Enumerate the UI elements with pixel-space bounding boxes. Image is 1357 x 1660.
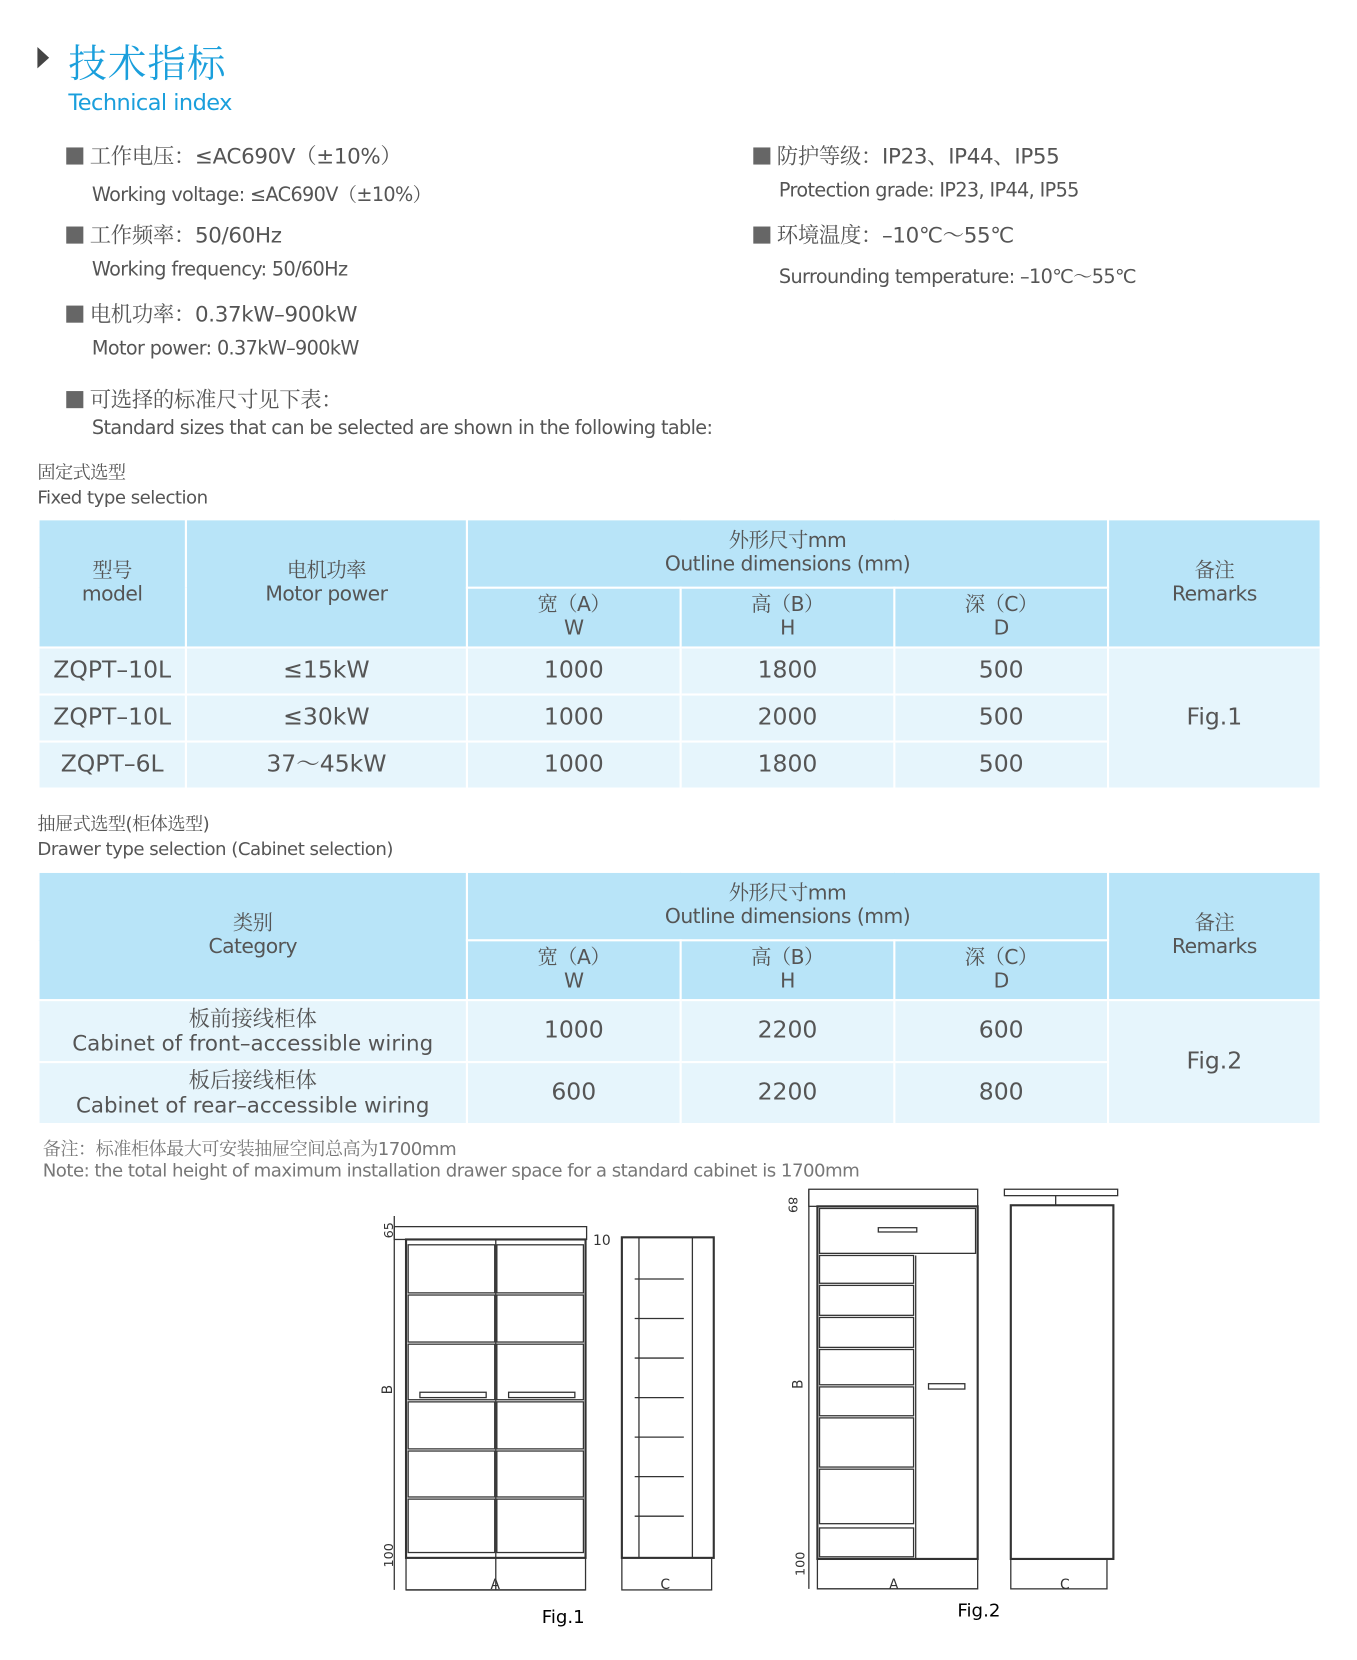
- cabinet-top-frame: [809, 1189, 978, 1206]
- note-en: Note: the total height of maximum installation drawer space for a standard cabinet is 1700mm: [42, 1160, 860, 1182]
- cell-depth: 500: [894, 648, 1108, 695]
- cell-model: ZQPT–10L: [38, 648, 185, 695]
- dim-b-label: B: [380, 1384, 397, 1395]
- drawer-caption-cn: 抽屉式选型(柜体选型): [37, 814, 210, 836]
- cell-width: 1000: [467, 695, 681, 742]
- header-cn: 宽（A）: [537, 593, 611, 617]
- drawer-panel: [497, 1402, 584, 1449]
- header-en: Motor power: [265, 582, 388, 606]
- header-cn: 高（B）: [751, 593, 824, 617]
- header-en: H: [780, 616, 795, 641]
- header-cn: 类别: [232, 911, 273, 936]
- cell-height: 2200: [681, 1000, 895, 1062]
- header-cn: 外形尺寸mm: [728, 881, 847, 906]
- category-cn: 板前接线柜体: [188, 1005, 317, 1032]
- dim-a-label: A: [490, 1576, 500, 1593]
- dim-a-label: A: [888, 1576, 899, 1593]
- spec-protection-en: Protection grade: IP23, IP44, IP55: [778, 179, 1079, 202]
- spec-voltage-en: Working voltage: ≤AC690V（±10%）: [91, 183, 432, 207]
- terminal-compartment: [820, 1528, 914, 1557]
- fig2-caption: Fig.2: [957, 1600, 1001, 1622]
- header-cn: 备注: [1194, 911, 1235, 936]
- spec-temperature-en: Surrounding temperature: –10℃～55℃: [778, 266, 1136, 289]
- header-cn: 外形尺寸mm: [728, 529, 847, 553]
- cell-height: 2200: [681, 1062, 895, 1124]
- drawer-panel: [820, 1350, 914, 1385]
- cell-power: ≤15kW: [186, 648, 467, 695]
- spec-text: 环境温度：–10℃～55℃: [776, 222, 1014, 248]
- cell-remark: Fig.1: [1108, 648, 1321, 789]
- cell-depth: 800: [894, 1062, 1108, 1124]
- drawer-panel: [408, 1402, 495, 1449]
- dim-side-label: 10: [593, 1232, 611, 1249]
- header-en: model: [81, 582, 143, 606]
- header-cn: 电机功率: [286, 558, 366, 583]
- handle-bar: [878, 1228, 916, 1232]
- drawer-panel: [497, 1245, 584, 1293]
- header-en: D: [993, 969, 1009, 993]
- cell-width: 600: [467, 1062, 681, 1124]
- cell-width: 1000: [467, 742, 681, 789]
- spec-text: 工作电压：≤AC690V（±10%）: [89, 143, 402, 169]
- cell-model: ZQPT–6L: [38, 742, 185, 789]
- header-en: Remarks: [1171, 582, 1257, 606]
- page-subtitle: Technical index: [68, 89, 232, 116]
- header-cn: 宽（A）: [537, 945, 611, 970]
- header-en: Outline dimensions (mm): [664, 905, 911, 929]
- spec-sizes-en: Standard sizes that can be selected are shown in the following table:: [91, 416, 713, 440]
- header-cn: 备注: [1194, 558, 1235, 583]
- drawer-panel: [820, 1317, 914, 1347]
- cell-model: ZQPT–10L: [38, 695, 185, 742]
- cell-depth: 500: [894, 742, 1108, 789]
- handle-bar: [509, 1392, 575, 1397]
- cabinet-top-panel: [394, 1227, 586, 1240]
- spec-text: 防护等级：IP23、IP44、IP55: [776, 143, 1060, 169]
- cell-height: 1800: [681, 742, 895, 789]
- spec-power-en: Motor power: 0.37kW–900kW: [91, 337, 359, 361]
- header-cn: 型号: [92, 558, 132, 583]
- spec-text: 工作频率：50/60Hz: [89, 222, 282, 248]
- drawer-panel: [820, 1469, 914, 1523]
- category-cn: 板后接线柜体: [188, 1067, 317, 1094]
- dim-base-label: 100: [382, 1543, 398, 1568]
- top-compartment: [820, 1208, 976, 1253]
- drawer-panel: [497, 1344, 584, 1400]
- drawer-panel: [408, 1344, 495, 1400]
- header-en: W: [564, 616, 584, 641]
- cell-remark: Fig.2: [1108, 1000, 1321, 1124]
- spec-text: 可选择的标准尺寸见下表：: [89, 386, 343, 413]
- note-cn: 备注：标准柜体最大可安装抽屉空间总高为1700mm: [42, 1139, 457, 1161]
- cell-depth: 500: [894, 695, 1108, 742]
- drawer-panel: [820, 1418, 914, 1467]
- drawer-panel: [497, 1499, 584, 1552]
- drawer-panel: [408, 1451, 495, 1497]
- header-cn: 深（C）: [964, 593, 1038, 617]
- spec-frequency-en: Working frequency: 50/60Hz: [91, 258, 348, 282]
- dim-top-label: 65: [382, 1222, 398, 1239]
- drawer-panel: [497, 1295, 584, 1342]
- drawer-panel: [408, 1295, 495, 1342]
- cabinet-side-body: [1011, 1205, 1114, 1559]
- header-en: D: [993, 616, 1009, 641]
- category-en: Cabinet of rear–accessible wiring: [75, 1092, 430, 1118]
- dim-base-label: 100: [793, 1551, 809, 1577]
- fig1-caption: Fig.1: [541, 1607, 585, 1629]
- dim-top-label: 89: [784, 1196, 800, 1214]
- header-en: Outline dimensions (mm): [664, 552, 911, 576]
- header-cn: 高（B）: [751, 945, 824, 970]
- cabinet-side-top: [1004, 1189, 1117, 1195]
- dim-c-label: C: [660, 1576, 671, 1593]
- cell-width: 1000: [467, 648, 681, 695]
- dim-c-label: C: [1059, 1576, 1070, 1593]
- header-en: Category: [208, 934, 297, 959]
- drawer-panel: [820, 1255, 914, 1283]
- header-en: W: [564, 969, 584, 993]
- handle-bar: [420, 1392, 486, 1397]
- drawer-panel: [497, 1451, 584, 1497]
- header-en: H: [780, 969, 795, 993]
- drawer-panel: [408, 1499, 495, 1552]
- cell-power: 37～45kW: [186, 742, 467, 789]
- fixed-caption-cn: 固定式选型: [37, 462, 126, 485]
- drawer-panel: [820, 1285, 914, 1315]
- drawer-panel: [408, 1245, 495, 1293]
- drawer-caption-en: Drawer type selection (Cabinet selection): [37, 838, 393, 861]
- cell-power: ≤30kW: [186, 695, 467, 742]
- fixed-caption-en: Fixed type selection: [37, 487, 208, 509]
- dim-b-label: B: [790, 1379, 807, 1390]
- cell-depth: 600: [894, 1000, 1108, 1062]
- spec-text: 电机功率：0.37kW–900kW: [89, 301, 358, 327]
- cell-height: 2000: [681, 695, 895, 742]
- category-en: Cabinet of front–accessible wiring: [72, 1030, 434, 1056]
- drawer-panel: [820, 1387, 914, 1416]
- door-handle: [929, 1384, 965, 1389]
- header-cn: 深（C）: [964, 945, 1038, 970]
- cell-height: 1800: [681, 648, 895, 695]
- page-title: 技术指标: [68, 42, 227, 87]
- header-en: Remarks: [1171, 934, 1257, 959]
- cabinet-front-body: [817, 1206, 977, 1559]
- cabinet-side-base: [1011, 1559, 1107, 1589]
- cell-width: 1000: [467, 1000, 681, 1062]
